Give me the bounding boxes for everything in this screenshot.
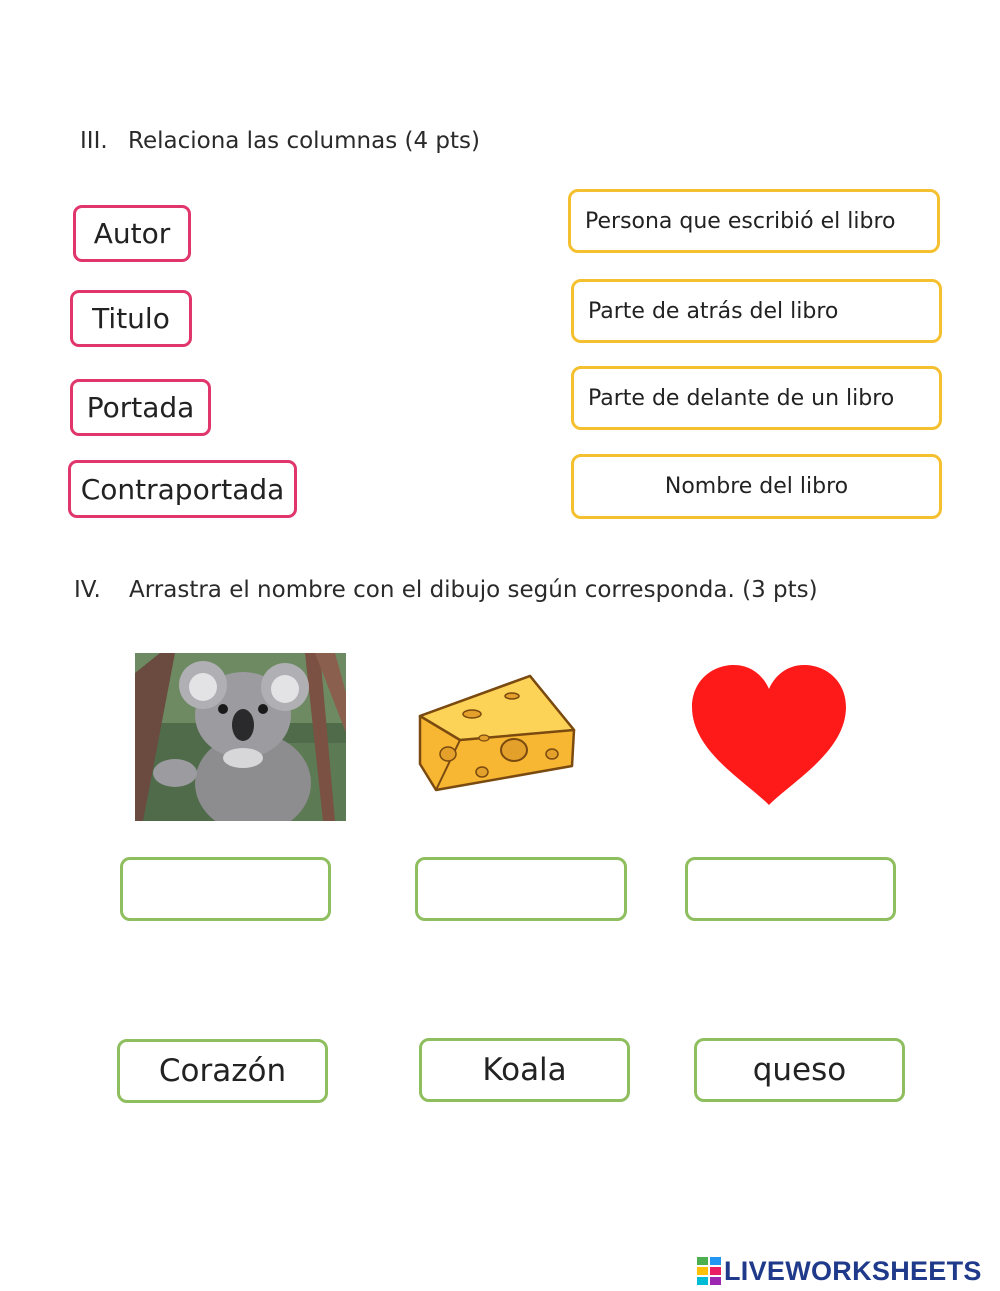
- term-autor[interactable]: Autor: [73, 205, 191, 262]
- term-portada[interactable]: Portada: [70, 379, 211, 436]
- liveworksheets-logo-icon: [697, 1257, 721, 1285]
- cheese-illustration: [412, 668, 580, 793]
- section-3-heading: [80, 128, 480, 154]
- liveworksheets-logo: [697, 1254, 982, 1288]
- term-contraportada[interactable]: Contraportada: [68, 460, 297, 518]
- definition-autor[interactable]: Persona que escribió el libro: [568, 189, 940, 253]
- word-corazon[interactable]: Corazón: [117, 1039, 328, 1103]
- koala-picture: [135, 653, 346, 821]
- koala-illustration: [135, 653, 346, 821]
- section-4-heading: [74, 577, 818, 603]
- term-titulo[interactable]: Titulo: [70, 290, 192, 347]
- cheese-picture: [412, 668, 580, 793]
- section-4-instruction: Arrastra el nombre con el dibujo según corresponda. (3 pts): [129, 577, 818, 603]
- section-3-instruction: Relaciona las columnas (4 pts): [128, 128, 480, 154]
- drop-zone-cheese[interactable]: [415, 857, 627, 921]
- definition-titulo[interactable]: Nombre del libro: [571, 454, 942, 519]
- heart-picture: [690, 663, 848, 808]
- drop-zone-koala[interactable]: [120, 857, 331, 921]
- liveworksheets-brand: LIVEWORKSHEETS: [724, 1255, 982, 1286]
- section-4-number: IV.: [74, 577, 101, 603]
- section-3-number: III.: [80, 128, 108, 154]
- word-koala[interactable]: Koala: [419, 1038, 630, 1102]
- word-queso[interactable]: queso: [694, 1038, 905, 1102]
- heart-icon: [690, 663, 848, 808]
- drop-zone-heart[interactable]: [685, 857, 896, 921]
- definition-portada[interactable]: Parte de delante de un libro: [571, 366, 942, 430]
- definition-contraportada[interactable]: Parte de atrás del libro: [571, 279, 942, 343]
